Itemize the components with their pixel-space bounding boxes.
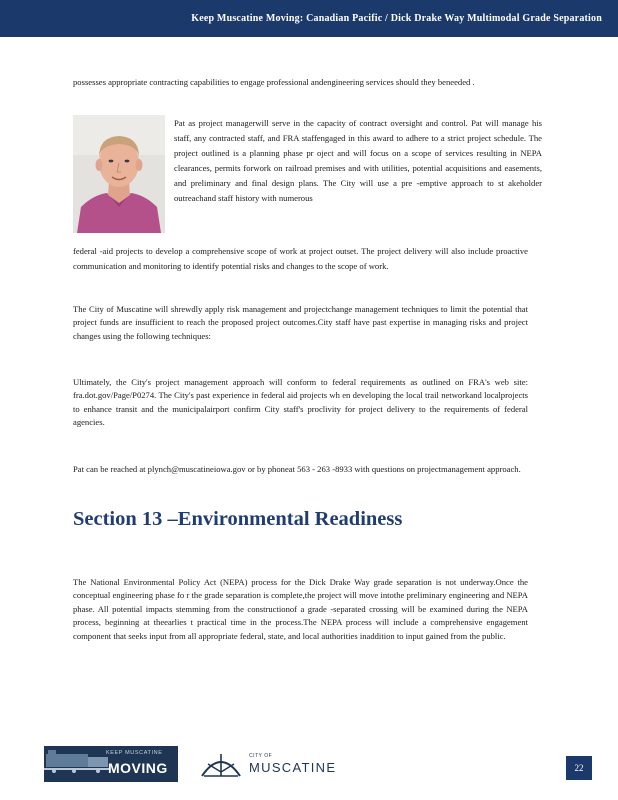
logo-right-small: CITY OF (249, 753, 273, 759)
paragraph-ultimately: Ultimately, the City's project management approach will conform to federal requirements as outlined on FRA's web site: fra.dot.gov/Page/P0274. The City's past experience in federal aid projects wh en developing the local trail networkand localprojects to enhance transit and the municipalairport confirm City staff's proclivity for project delivery to the requirements of federal agencies. (73, 377, 528, 428)
city-of-muscatine-logo (200, 750, 350, 780)
paragraph-environmental: The National Environmental Policy Act (NEPA) process for the Dick Drake Way grade separation is not underway.Once the conceptual engineering phase fo r the grade separation is complete,the project will move intothe preliminary engineering and NEPA phase. All potential impacts stemming from the constructionof a grade -separated crossing will be examined during the NEPA process, beginning at theearlies t practical time in the process.The NEPA process will include a comprehensive engagement component that seeks input from all appropriate federal, state, and local authorities inaddition to input gained from the public. (73, 577, 528, 641)
city-emblem-icon (200, 750, 242, 780)
paragraph-pat-continued: federal -aid projects to develop a comprehensive scope of work at project outset. The project delivery will also include proactive communication and monitoring to identify potential risks and changes to the scope of work. (73, 246, 528, 271)
header-bar (0, 0, 618, 37)
paragraph-risk-management: The City of Muscatine will shrewdly apply risk management and projectchange management techniques to limit the potential that project funds are insufficient to reach the proposed project outcomes.City staff have past expertise in managing risks and project changes using the following techniques: (73, 304, 528, 341)
logo-left-wordmark: MOVING (108, 760, 168, 776)
portrait-image (73, 115, 165, 233)
logo-left-tagline: KEEP MUSCATINE (106, 750, 163, 756)
paragraph-pat-manager: Pat as project managerwill serve in the capacity of contract oversight and control. Pat will manage his staff, any contracted staff, and FRA staffengaged in this award to adhere to a strict project schedule. The project outlined is a planning phase pr oject and will focus on a scope of services resulting in NEPA clearances, permits forwork on railroad premises and with utilities, potential acquisitions and easements, and preliminary and final design plans. The City will use a pre -emptive approach to st akeholder outreachand staff history with numerous (174, 118, 542, 203)
page-number: 22 (566, 756, 592, 780)
header-title: Keep Muscatine Moving: Canadian Pacific / Dick Drake Way Multimodal Grade Separation (191, 13, 602, 24)
keep-muscatine-moving-logo (44, 746, 178, 782)
paragraph-contact: Pat can be reached at plynch@muscatineiowa.gov or by phoneat 563 - 263 -8933 with questions on projectmanagement approach. (73, 464, 521, 474)
section-13-heading: Section 13 –Environmental Readiness (73, 508, 403, 530)
portrait-photo (73, 115, 165, 233)
logo-right-wordmark: MUSCATINE (249, 760, 337, 775)
paragraph-intro: possesses appropriate contracting capabilities to engage professional andengineering services should they beneeded . (73, 77, 475, 87)
